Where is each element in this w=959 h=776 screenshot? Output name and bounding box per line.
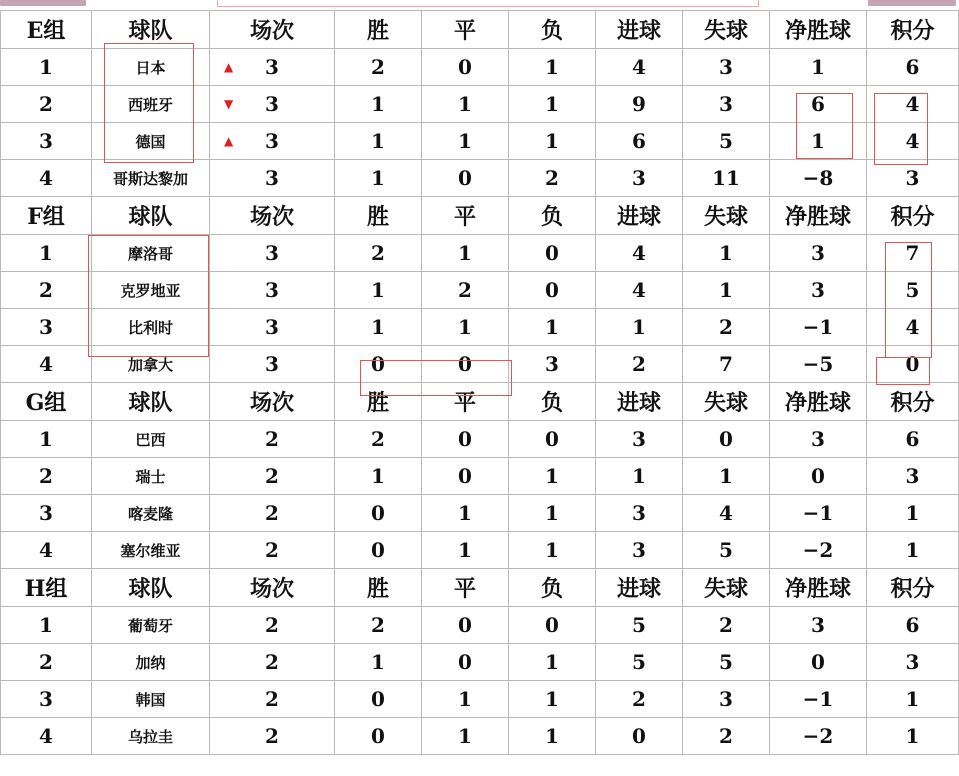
- gd-cell: 0: [770, 458, 867, 495]
- played-cell: 2: [210, 681, 335, 718]
- pts-cell: 4: [867, 309, 959, 346]
- group-name: F组: [1, 197, 92, 235]
- played-cell: 2: [210, 607, 335, 644]
- won-cell: 1: [335, 644, 422, 681]
- played-cell: 2: [210, 495, 335, 532]
- lost-cell: 1: [509, 49, 596, 86]
- played-cell: 3: [210, 160, 335, 197]
- lost-cell: 3: [509, 346, 596, 383]
- lost-cell: 1: [509, 309, 596, 346]
- pts-cell: 4: [867, 86, 959, 123]
- gd-cell: 6: [770, 86, 867, 123]
- top-strip: [0, 0, 959, 9]
- gf-cell: 4: [596, 235, 683, 272]
- header-played: 场次: [210, 11, 335, 49]
- table-row: [1, 458, 959, 495]
- draw-cell: 1: [422, 309, 509, 346]
- table-row: [1, 49, 959, 86]
- gd-cell: 1: [770, 123, 867, 160]
- header-pts: 积分: [867, 383, 959, 421]
- rank-cell: 2: [1, 86, 92, 123]
- pts-cell: 6: [867, 421, 959, 458]
- header-draw: 平: [422, 197, 509, 235]
- header-gd: 净胜球: [770, 11, 867, 49]
- header-gd: 净胜球: [770, 569, 867, 607]
- played-cell: 3: [210, 272, 335, 309]
- played-cell: 2: [210, 532, 335, 569]
- lost-cell: 0: [509, 272, 596, 309]
- played-cell: 3 ▲: [210, 123, 335, 160]
- played-cell: 3: [210, 309, 335, 346]
- table-row: [1, 123, 959, 160]
- rank-cell: 1: [1, 421, 92, 458]
- header-pts: 积分: [867, 11, 959, 49]
- team-cell: 克罗地亚: [92, 272, 210, 309]
- draw-cell: 1: [422, 681, 509, 718]
- pts-cell: 0: [867, 346, 959, 383]
- lost-cell: 1: [509, 718, 596, 755]
- team-cell: 加拿大: [92, 346, 210, 383]
- ga-cell: 7: [683, 346, 770, 383]
- header-gd: 净胜球: [770, 383, 867, 421]
- header-won: 胜: [335, 11, 422, 49]
- rank-cell: 4: [1, 160, 92, 197]
- gd-cell: −5: [770, 346, 867, 383]
- header-team: 球队: [92, 197, 210, 235]
- gf-cell: 4: [596, 272, 683, 309]
- top-highlight-box: [217, 0, 759, 7]
- group-header-row: [1, 197, 959, 235]
- team-cell: 乌拉圭: [92, 718, 210, 755]
- won-cell: 0: [335, 681, 422, 718]
- lost-cell: 0: [509, 421, 596, 458]
- pts-cell: 3: [867, 644, 959, 681]
- ga-cell: 5: [683, 532, 770, 569]
- won-cell: 1: [335, 160, 422, 197]
- header-team: 球队: [92, 569, 210, 607]
- won-cell: 0: [335, 346, 422, 383]
- gd-cell: −2: [770, 532, 867, 569]
- ga-cell: 1: [683, 458, 770, 495]
- played-cell: 3: [210, 235, 335, 272]
- header-pts: 积分: [867, 197, 959, 235]
- ga-cell: 2: [683, 309, 770, 346]
- table-row: [1, 644, 959, 681]
- header-gf: 进球: [596, 383, 683, 421]
- pts-cell: 1: [867, 681, 959, 718]
- lost-cell: 1: [509, 532, 596, 569]
- rank-cell: 3: [1, 123, 92, 160]
- header-ga: 失球: [683, 11, 770, 49]
- header-gf: 进球: [596, 197, 683, 235]
- rank-cell: 2: [1, 458, 92, 495]
- gf-cell: 6: [596, 123, 683, 160]
- ga-cell: 5: [683, 123, 770, 160]
- rank-cell: 3: [1, 309, 92, 346]
- gd-cell: −1: [770, 681, 867, 718]
- table-row: [1, 235, 959, 272]
- gf-cell: 1: [596, 458, 683, 495]
- header-draw: 平: [422, 383, 509, 421]
- ga-cell: 3: [683, 49, 770, 86]
- group-header-row: [1, 569, 959, 607]
- won-cell: 1: [335, 309, 422, 346]
- lost-cell: 1: [509, 458, 596, 495]
- rank-cell: 4: [1, 718, 92, 755]
- draw-cell: 1: [422, 718, 509, 755]
- ga-cell: 0: [683, 421, 770, 458]
- ga-cell: 1: [683, 235, 770, 272]
- won-cell: 0: [335, 718, 422, 755]
- draw-cell: 1: [422, 235, 509, 272]
- header-won: 胜: [335, 383, 422, 421]
- draw-cell: 0: [422, 458, 509, 495]
- pts-cell: 5: [867, 272, 959, 309]
- lost-cell: 1: [509, 123, 596, 160]
- gd-cell: 1: [770, 49, 867, 86]
- gf-cell: 5: [596, 644, 683, 681]
- gf-cell: 2: [596, 346, 683, 383]
- gd-cell: 3: [770, 607, 867, 644]
- draw-cell: 0: [422, 421, 509, 458]
- gd-cell: 3: [770, 272, 867, 309]
- table-row: [1, 160, 959, 197]
- team-cell: 比利时: [92, 309, 210, 346]
- won-cell: 1: [335, 123, 422, 160]
- rank-cell: 1: [1, 607, 92, 644]
- team-cell: 日本: [92, 49, 210, 86]
- top-logo-left: [0, 0, 86, 6]
- pts-cell: 3: [867, 458, 959, 495]
- group-header-row: [1, 383, 959, 421]
- pts-cell: 3: [867, 160, 959, 197]
- rank-cell: 4: [1, 532, 92, 569]
- table-row: [1, 421, 959, 458]
- draw-cell: 1: [422, 86, 509, 123]
- played-cell: 2: [210, 718, 335, 755]
- gf-cell: 3: [596, 160, 683, 197]
- header-played: 场次: [210, 569, 335, 607]
- gd-cell: −1: [770, 495, 867, 532]
- header-lost: 负: [509, 11, 596, 49]
- pts-cell: 6: [867, 607, 959, 644]
- gf-cell: 4: [596, 49, 683, 86]
- up-arrow-icon: ▲: [224, 60, 234, 74]
- team-cell: 巴西: [92, 421, 210, 458]
- header-team: 球队: [92, 383, 210, 421]
- won-cell: 1: [335, 86, 422, 123]
- header-played: 场次: [210, 383, 335, 421]
- table-row: [1, 309, 959, 346]
- team-cell: 塞尔维亚: [92, 532, 210, 569]
- ga-cell: 5: [683, 644, 770, 681]
- group-header-row: [1, 11, 959, 49]
- ga-cell: 11: [683, 160, 770, 197]
- table-row: [1, 86, 959, 123]
- ga-cell: 4: [683, 495, 770, 532]
- team-cell: 韩国: [92, 681, 210, 718]
- draw-cell: 1: [422, 123, 509, 160]
- played-cell: 2: [210, 458, 335, 495]
- ga-cell: 3: [683, 681, 770, 718]
- rank-cell: 1: [1, 235, 92, 272]
- team-cell: 西班牙: [92, 86, 210, 123]
- table-row: [1, 607, 959, 644]
- gd-cell: −8: [770, 160, 867, 197]
- header-played: 场次: [210, 197, 335, 235]
- played-cell: 3 ▲: [210, 49, 335, 86]
- table-row: [1, 532, 959, 569]
- gf-cell: 9: [596, 86, 683, 123]
- draw-cell: 0: [422, 160, 509, 197]
- ga-cell: 2: [683, 718, 770, 755]
- draw-cell: 1: [422, 495, 509, 532]
- standings-table: [0, 10, 959, 755]
- down-arrow-icon: ▼: [224, 97, 234, 111]
- gf-cell: 5: [596, 607, 683, 644]
- draw-cell: 2: [422, 272, 509, 309]
- ga-cell: 1: [683, 272, 770, 309]
- top-logo-right: [868, 0, 956, 6]
- header-gf: 进球: [596, 569, 683, 607]
- gd-cell: −1: [770, 309, 867, 346]
- header-gd: 净胜球: [770, 197, 867, 235]
- played-cell: 3: [210, 346, 335, 383]
- table-row: [1, 272, 959, 309]
- won-cell: 2: [335, 421, 422, 458]
- lost-cell: 1: [509, 495, 596, 532]
- ga-cell: 3: [683, 86, 770, 123]
- header-ga: 失球: [683, 569, 770, 607]
- table-row: [1, 346, 959, 383]
- header-lost: 负: [509, 383, 596, 421]
- ga-cell: 2: [683, 607, 770, 644]
- played-cell: 2: [210, 644, 335, 681]
- pts-cell: 1: [867, 495, 959, 532]
- group-name: E组: [1, 11, 92, 49]
- rank-cell: 3: [1, 495, 92, 532]
- header-ga: 失球: [683, 383, 770, 421]
- team-cell: 德国: [92, 123, 210, 160]
- rank-cell: 1: [1, 49, 92, 86]
- team-cell: 葡萄牙: [92, 607, 210, 644]
- won-cell: 0: [335, 532, 422, 569]
- gf-cell: 3: [596, 532, 683, 569]
- gf-cell: 3: [596, 495, 683, 532]
- table-row: [1, 495, 959, 532]
- lost-cell: 0: [509, 607, 596, 644]
- header-team: 球队: [92, 11, 210, 49]
- gf-cell: 2: [596, 681, 683, 718]
- header-pts: 积分: [867, 569, 959, 607]
- draw-cell: 0: [422, 49, 509, 86]
- pts-cell: 1: [867, 532, 959, 569]
- gd-cell: 0: [770, 644, 867, 681]
- header-ga: 失球: [683, 197, 770, 235]
- group-name: H组: [1, 569, 92, 607]
- team-cell: 加纳: [92, 644, 210, 681]
- won-cell: 0: [335, 495, 422, 532]
- pts-cell: 1: [867, 718, 959, 755]
- won-cell: 1: [335, 458, 422, 495]
- team-cell: 瑞士: [92, 458, 210, 495]
- draw-cell: 1: [422, 532, 509, 569]
- pts-cell: 7: [867, 235, 959, 272]
- lost-cell: 1: [509, 644, 596, 681]
- draw-cell: 0: [422, 607, 509, 644]
- gf-cell: 1: [596, 309, 683, 346]
- header-draw: 平: [422, 11, 509, 49]
- table-row: [1, 718, 959, 755]
- played-cell: 3 ▼: [210, 86, 335, 123]
- header-won: 胜: [335, 197, 422, 235]
- gf-cell: 3: [596, 421, 683, 458]
- header-lost: 负: [509, 197, 596, 235]
- header-draw: 平: [422, 569, 509, 607]
- lost-cell: 2: [509, 160, 596, 197]
- gf-cell: 0: [596, 718, 683, 755]
- gd-cell: −2: [770, 718, 867, 755]
- won-cell: 2: [335, 235, 422, 272]
- header-gf: 进球: [596, 11, 683, 49]
- header-lost: 负: [509, 569, 596, 607]
- won-cell: 2: [335, 49, 422, 86]
- won-cell: 2: [335, 607, 422, 644]
- draw-cell: 0: [422, 644, 509, 681]
- lost-cell: 1: [509, 86, 596, 123]
- lost-cell: 1: [509, 681, 596, 718]
- lost-cell: 0: [509, 235, 596, 272]
- group-name: G组: [1, 383, 92, 421]
- rank-cell: 4: [1, 346, 92, 383]
- header-won: 胜: [335, 569, 422, 607]
- gd-cell: 3: [770, 421, 867, 458]
- played-cell: 2: [210, 421, 335, 458]
- rank-cell: 2: [1, 272, 92, 309]
- table-row: [1, 681, 959, 718]
- up-arrow-icon: ▲: [224, 134, 234, 148]
- won-cell: 1: [335, 272, 422, 309]
- gd-cell: 3: [770, 235, 867, 272]
- team-cell: 哥斯达黎加: [92, 160, 210, 197]
- draw-cell: 0: [422, 346, 509, 383]
- rank-cell: 3: [1, 681, 92, 718]
- team-cell: 摩洛哥: [92, 235, 210, 272]
- pts-cell: 6: [867, 49, 959, 86]
- team-cell: 喀麦隆: [92, 495, 210, 532]
- rank-cell: 2: [1, 644, 92, 681]
- pts-cell: 4: [867, 123, 959, 160]
